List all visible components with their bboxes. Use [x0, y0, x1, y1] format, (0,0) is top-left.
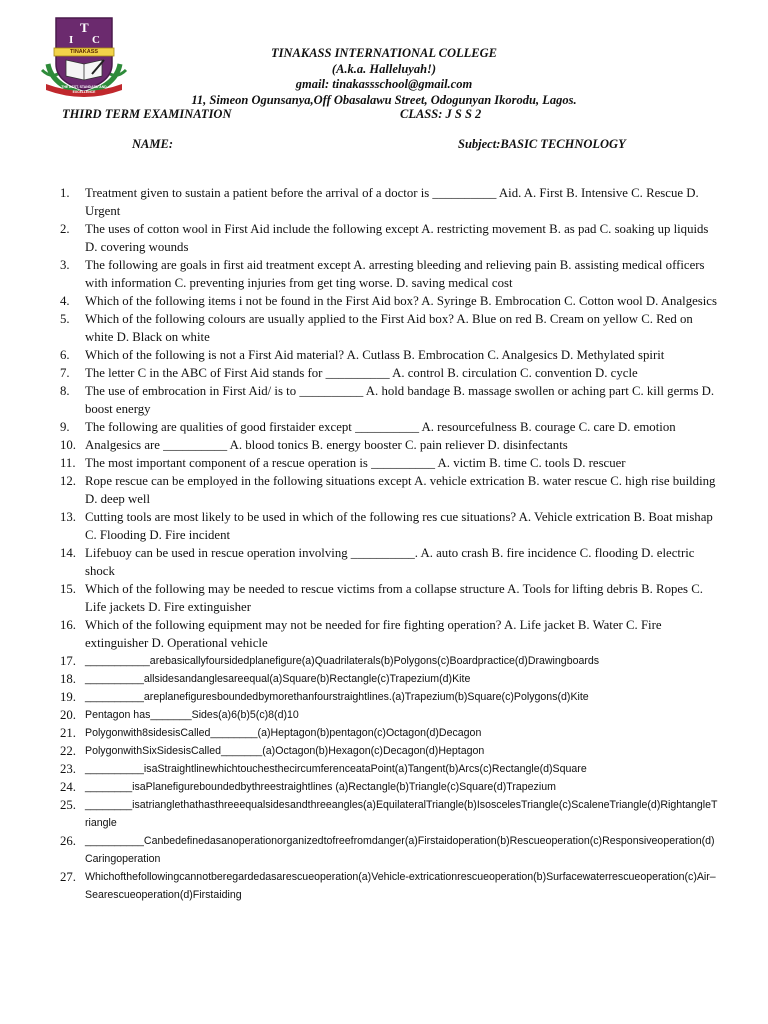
question-text: __________areplanefiguresboundedbymorethanfourstraightlines.(a)Trapezium(b)Square(c)Polygons(d)Kite	[85, 691, 589, 703]
question-number: 4.	[60, 294, 70, 308]
question-number: 22.	[60, 744, 76, 758]
question-item	[60, 436, 720, 454]
question-item	[60, 184, 720, 220]
question-text: ________isaPlanefigureboundedbythreestraightlines (a)Rectangle(b)Triangle(c)Square(d)Trapezium	[85, 781, 556, 793]
question-number: 21.	[60, 726, 76, 740]
question-text: __________Canbedefinedasanoperationorganizedtofreefromdanger(a)Firstaidoperation(b)Rescueoperation(c)Responsiveoperation(d)Caringoperation	[85, 835, 715, 865]
exam-term: THIRD TERM EXAMINATION	[62, 107, 232, 121]
question-text: Whichofthefollowingcannotberegardedasarescueoperation(a)Vehicle-extricationrescueoperation(b)Surfacewaterrescueoperation(c)Air–Searescueoperation(d)Firstaiding	[85, 871, 716, 901]
question-item	[60, 346, 720, 364]
question-list	[60, 184, 720, 904]
question-item	[60, 580, 720, 616]
question-item	[60, 382, 720, 418]
question-number: 13.	[60, 510, 76, 524]
question-number: 25.	[60, 798, 76, 812]
question-item	[60, 454, 720, 472]
question-item	[60, 310, 720, 346]
school-email: gmail: tinakassschool@gmail.com	[295, 77, 473, 91]
question-text: Which of the following colours are usually applied to the First Aid box? A. Blue on red B. Cream on yellow C. Red on white D. Black on white	[85, 312, 693, 344]
school-aka: (A.k.a. Halleluyah!)	[331, 62, 437, 76]
question-item	[60, 472, 720, 508]
question-text: Polygonwith8sidesisCalled________(a)Heptagon(b)pentagon(c)Octagon(d)Decagon	[85, 727, 482, 739]
question-item	[60, 256, 720, 292]
question-item	[60, 706, 720, 724]
question-number: 12.	[60, 474, 76, 488]
logo-banner-text: TINAKASS	[69, 49, 99, 55]
question-number: 16.	[60, 618, 76, 632]
question-text: The following are qualities of good firstaider except __________ A. resourcefulness B. courage C. care D. emotion	[85, 420, 676, 434]
question-text: The letter C in the ABC of First Aid stands for __________ A. control B. circulation C. convention D. cycle	[85, 366, 638, 380]
question-text: ________isatrianglethathasthreeequalsidesandthreeangles(a)EquilateralTriangle(b)IsoscelesTriangle(c)ScaleneTriangle(d)RightangleTriangle	[85, 799, 718, 829]
question-number: 27.	[60, 870, 76, 884]
question-text: Lifebuoy can be used in rescue operation involving __________. A. auto crash B. fire incidence C. flooding D. electric shock	[85, 546, 695, 578]
question-text: The use of embrocation in First Aid/ is to __________ A. hold bandage B. massage swollen or aching part C. kill germs D. boost energy	[85, 384, 715, 416]
exam-subject: Subject:BASIC TECHNOLOGY	[458, 137, 626, 151]
question-number: 3.	[60, 258, 70, 272]
question-item	[60, 616, 720, 652]
question-item	[60, 868, 720, 904]
exam-class: CLASS: J S S 2	[400, 107, 482, 121]
question-item	[60, 508, 720, 544]
question-number: 1.	[60, 186, 70, 200]
question-item	[60, 742, 720, 760]
question-text: Cutting tools are most likely to be used in which of the following res cue situations? A. Vehicle extrication B. Boat mishap C. Flooding D. Fire incident	[85, 510, 713, 542]
logo-letter-c: C	[92, 34, 100, 46]
question-text: Analgesics are __________ A. blood tonics B. energy booster C. pain reliever D. disinfectants	[85, 438, 568, 452]
question-text: Rope rescue can be employed in the following situations except A. vehicle extrication B. water rescue C. high rise building D. deep well	[85, 474, 716, 506]
question-item	[60, 418, 720, 436]
question-number: 26.	[60, 834, 76, 848]
question-text: Pentagon has_______Sides(a)6(b)5(c)8(d)10	[85, 709, 299, 721]
question-text: __________isaStraightlinewhichtouchesthecircumferenceataPoint(a)Tangent(b)Arcs(c)Rectangle(d)Square	[85, 763, 587, 775]
question-number: 17.	[60, 654, 76, 668]
question-item	[60, 652, 720, 670]
logo-motto: THE BEST, STANDARD AND EXCELLENCE	[61, 85, 107, 94]
question-text: Treatment given to sustain a patient before the arrival of a doctor is __________ Aid. A. First B. Intensive C. Rescue D. Urgent	[85, 186, 699, 218]
question-number: 6.	[60, 348, 70, 362]
question-item	[60, 688, 720, 706]
question-text: The following are goals in first aid treatment except A. arresting bleeding and relieving pain B. assisting medical officers with information C. preventing injuries from get ting worse. D. saving medical cost	[85, 258, 705, 290]
question-item	[60, 796, 720, 832]
question-text: PolygonwithSixSidesisCalled_______(a)Octagon(b)Hexagon(c)Decagon(d)Heptagon	[85, 745, 485, 757]
question-item	[60, 724, 720, 742]
question-text: The most important component of a rescue operation is __________ A. victim B. time C. tools D. rescuer	[85, 456, 626, 470]
question-text: Which of the following may be needed to rescue victims from a collapse structure A. Tools for lifting debris B. Ropes C. Life jackets D. Fire extinguisher	[85, 582, 703, 614]
question-number: 11.	[60, 456, 76, 470]
question-number: 24.	[60, 780, 76, 794]
question-item	[60, 832, 720, 868]
question-number: 10.	[60, 438, 76, 452]
question-number: 15.	[60, 582, 76, 596]
school-name: TINAKASS INTERNATIONAL COLLEGE	[271, 46, 497, 60]
logo-letter-i: I	[69, 34, 74, 46]
question-item	[60, 544, 720, 580]
question-number: 14.	[60, 546, 76, 560]
question-number: 20.	[60, 708, 76, 722]
question-number: 8.	[60, 384, 70, 398]
question-number: 2.	[60, 222, 70, 236]
question-number: 23.	[60, 762, 76, 776]
question-item	[60, 220, 720, 256]
question-number: 7.	[60, 366, 70, 380]
logo-letter-t: T	[80, 20, 89, 35]
name-label: NAME:	[132, 137, 173, 151]
question-item	[60, 364, 720, 382]
question-number: 9.	[60, 420, 70, 434]
question-text: ___________arebasicallyfoursidedplanefigure(a)Quadrilaterals(b)Polygons(c)Boardpractice(d)Drawingboards	[85, 655, 600, 667]
question-text: __________allsidesandanglesareequal(a)Square(b)Rectangle(c)Trapezium(d)Kite	[85, 673, 471, 685]
school-address: 11, Simeon Ogunsanya,Off Obasalawu Street, Odogunyan Ikorodu, Lagos.	[191, 93, 577, 107]
question-item	[60, 670, 720, 688]
question-item	[60, 760, 720, 778]
question-number: 19.	[60, 690, 76, 704]
question-item	[60, 292, 720, 310]
question-item	[60, 778, 720, 796]
question-text: Which of the following is not a First Aid material? A. Cutlass B. Embrocation C. Analgesics D. Methylated spirit	[85, 348, 665, 362]
question-text: Which of the following equipment may not be needed for fire fighting operation? A. Life jacket B. Water C. Fire extinguisher D. Operational vehicle	[85, 618, 662, 650]
question-number: 18.	[60, 672, 76, 686]
question-text: The uses of cotton wool in First Aid include the following except A. restricting movement B. as pad C. soaking up liquids D. covering wounds	[85, 222, 709, 254]
question-text: Which of the following items i not be found in the First Aid box? A. Syringe B. Embrocation C. Cotton wool D. Analgesics	[85, 294, 717, 308]
question-number: 5.	[60, 312, 70, 326]
